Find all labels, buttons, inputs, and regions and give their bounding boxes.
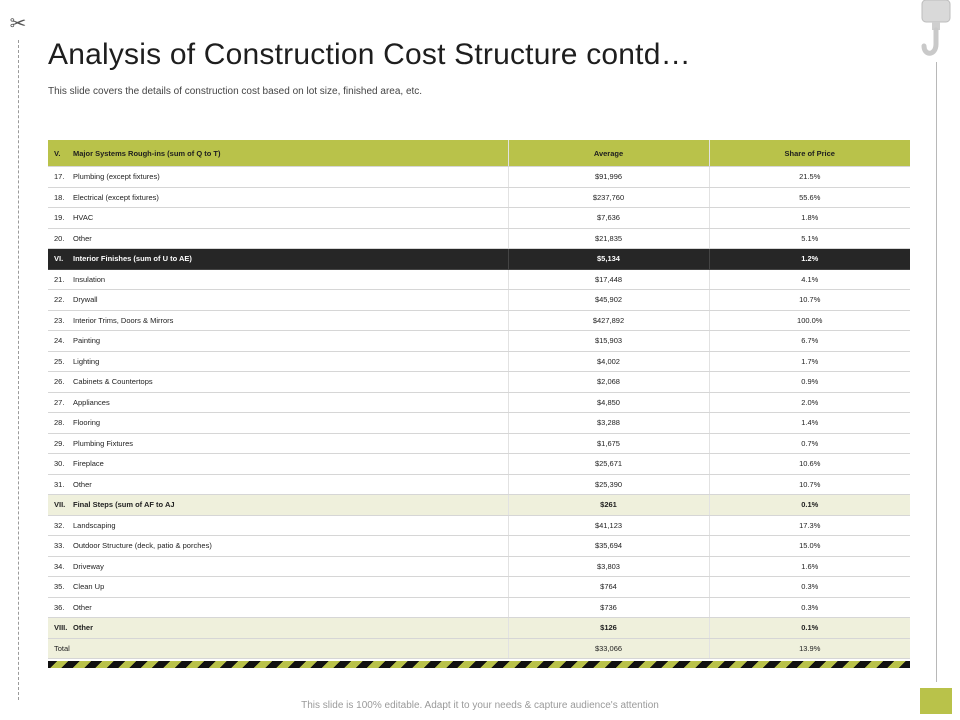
row-label: Electrical (except fixtures) [73,192,159,202]
row-code: 26. [54,377,65,387]
row-share: 0.9% [709,372,910,393]
row-label: Lighting [73,356,100,366]
header-code: V. [54,148,61,158]
row-share: 6.7% [709,331,910,352]
table-row [48,597,910,618]
row-item [48,413,508,434]
row-label: Total [54,643,70,653]
row-share: 10.7% [709,290,910,311]
row-item [48,167,508,188]
row-average: $1,675 [508,433,709,454]
table-row [48,310,910,331]
table-row [48,392,910,413]
row-share: 55.6% [709,187,910,208]
row-code: VII. [54,500,66,510]
table-row [48,290,910,311]
crane-hook-icon [918,0,954,70]
row-label: Other [73,602,92,612]
table-row [48,372,910,393]
table-row [48,167,910,188]
row-item [48,208,508,229]
header-label: Major Systems Rough-ins (sum of Q to T) [73,148,221,158]
row-average: $427,892 [508,310,709,331]
row-code: 22. [54,295,65,305]
page-subtitle: This slide covers the details of construction cost based on lot size, finished area, etc. [48,86,423,97]
row-item [48,310,508,331]
row-item [48,269,508,290]
row-code: 36. [54,602,65,612]
row-item [48,372,508,393]
corner-accent-square [920,688,952,714]
row-average: $3,288 [508,413,709,434]
row-average: $4,002 [508,351,709,372]
row-share: 2.0% [709,392,910,413]
row-code: 29. [54,438,65,448]
right-rope-line [936,62,937,682]
row-average: $237,760 [508,187,709,208]
row-label: Outdoor Structure (deck, patio & porches) [73,541,212,551]
header-average: Average [508,140,709,167]
footer-note: This slide is 100% editable. Adapt it to your needs & capture audience's attention [301,700,659,711]
row-label: Clean Up [73,582,105,592]
row-code: 20. [54,233,65,243]
row-item [48,474,508,495]
row-code: 32. [54,520,65,530]
row-average: $736 [508,597,709,618]
left-dashed-rope [18,40,19,700]
row-share: 0.1% [709,618,910,639]
hazard-stripe [48,661,910,668]
table-row [48,556,910,577]
total-row [48,638,910,659]
row-share: 0.7% [709,433,910,454]
table-row [48,536,910,557]
row-item [48,638,508,659]
row-share: 0.1% [709,495,910,516]
section-row-final-steps [48,495,910,516]
row-code: 35. [54,582,65,592]
table-row [48,413,910,434]
row-label: Plumbing (except fixtures) [73,172,160,182]
row-item [48,454,508,475]
header-category [48,140,508,167]
row-average: $25,671 [508,454,709,475]
row-share: 1.6% [709,556,910,577]
row-share: 4.1% [709,269,910,290]
row-share: 17.3% [709,515,910,536]
table-row [48,577,910,598]
row-share: 1.2% [709,249,910,270]
row-average: $7,636 [508,208,709,229]
row-label: Drywall [73,295,98,305]
table-row [48,228,910,249]
row-item [48,515,508,536]
row-average: $2,068 [508,372,709,393]
cost-table [48,140,910,659]
row-code: VI. [54,254,64,264]
row-share: 10.6% [709,454,910,475]
row-share: 21.5% [709,167,910,188]
row-code: 34. [54,561,65,571]
row-average: $25,390 [508,474,709,495]
row-average: $33,066 [508,638,709,659]
row-item [48,577,508,598]
row-item [48,351,508,372]
row-average: $5,134 [508,249,709,270]
row-item [48,228,508,249]
row-label: Appliances [73,397,110,407]
row-item [48,495,508,516]
row-code: 25. [54,356,65,366]
row-item [48,536,508,557]
row-code: 30. [54,459,65,469]
row-share: 1.8% [709,208,910,229]
row-code: 24. [54,336,65,346]
row-label: Insulation [73,274,106,284]
scissors-icon: ✂ [9,13,27,35]
page-title: Analysis of Construction Cost Structure contd… [48,38,691,71]
table-row [48,187,910,208]
row-label: Other [73,233,92,243]
table-header-row [48,140,910,167]
row-label: Final Steps (sum of AF to AJ [73,500,175,510]
row-average: $126 [508,618,709,639]
row-item [48,290,508,311]
row-label: Fireplace [73,459,104,469]
row-share: 0.3% [709,597,910,618]
row-label: Flooring [73,418,101,428]
row-share: 100.0% [709,310,910,331]
section-row-other [48,618,910,639]
table-row [48,331,910,352]
row-average: $41,123 [508,515,709,536]
table-row [48,269,910,290]
row-label: Other [73,479,92,489]
row-code: 27. [54,397,65,407]
table-row [48,515,910,536]
row-code: 31. [54,479,65,489]
row-label: Interior Trims, Doors & Mirrors [73,315,174,325]
table-row [48,433,910,454]
row-average: $4,850 [508,392,709,413]
row-item [48,433,508,454]
row-average: $3,803 [508,556,709,577]
row-share: 0.3% [709,577,910,598]
table-row [48,208,910,229]
row-item [48,331,508,352]
row-code: 33. [54,541,65,551]
row-label: Landscaping [73,520,116,530]
row-share: 1.7% [709,351,910,372]
row-item [48,556,508,577]
row-code: 19. [54,213,65,223]
table-row [48,454,910,475]
row-label: Other [73,623,94,633]
row-average: $35,694 [508,536,709,557]
row-average: $764 [508,577,709,598]
section-row-interior-finishes [48,249,910,270]
row-code: 23. [54,315,65,325]
row-code: 18. [54,192,65,202]
table-row [48,351,910,372]
row-average: $15,903 [508,331,709,352]
row-code: 17. [54,172,65,182]
row-share: 10.7% [709,474,910,495]
row-code: 28. [54,418,65,428]
row-share: 13.9% [709,638,910,659]
row-share: 15.0% [709,536,910,557]
row-code: 21. [54,274,65,284]
row-average: $21,835 [508,228,709,249]
row-average: $91,996 [508,167,709,188]
row-average: $17,448 [508,269,709,290]
row-share: 5.1% [709,228,910,249]
row-label: Plumbing Fixtures [73,438,134,448]
row-item [48,187,508,208]
row-label: Cabinets & Countertops [73,377,153,387]
header-share: Share of Price [709,140,910,167]
row-label: HVAC [73,213,94,223]
row-label: Painting [73,336,101,346]
row-code: VIII. [54,623,68,633]
row-item [48,249,508,270]
row-label: Interior Finishes (sum of U to AE) [73,254,192,264]
row-average: $45,902 [508,290,709,311]
row-share: 1.4% [709,413,910,434]
row-label: Driveway [73,561,104,571]
row-average: $261 [508,495,709,516]
row-item [48,597,508,618]
row-item [48,618,508,639]
table-row [48,474,910,495]
row-item [48,392,508,413]
